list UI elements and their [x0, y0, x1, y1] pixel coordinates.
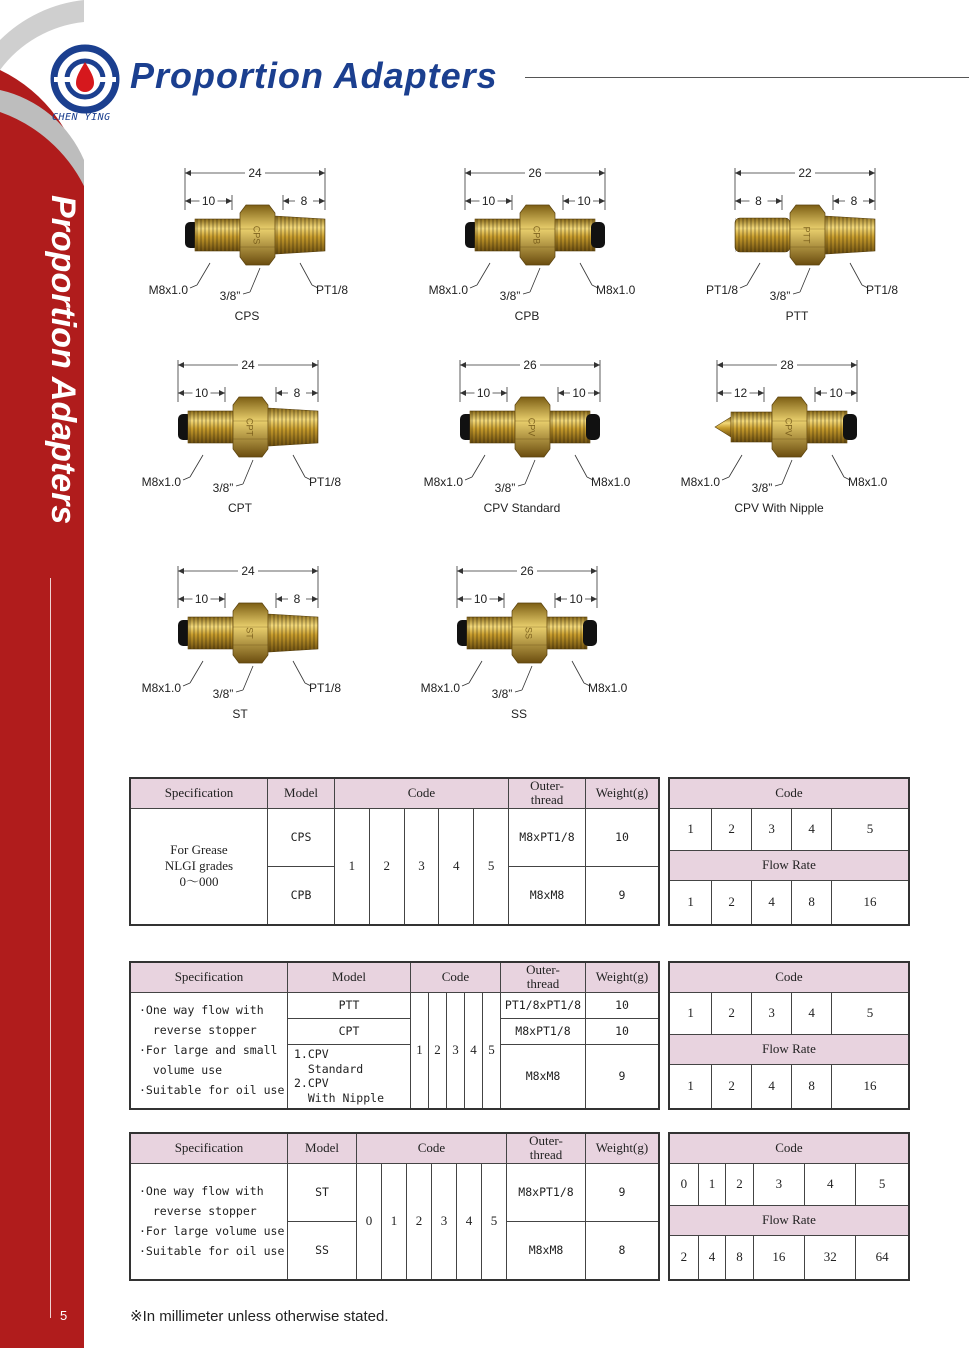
header-spec: Specification: [130, 962, 288, 992]
label-left-thread: M8x1.0: [141, 681, 181, 695]
footnote: ※In millimeter unless otherwise stated.: [130, 1308, 389, 1325]
spec-table-1: [129, 777, 660, 926]
flow-code-cell: 4: [805, 1163, 856, 1205]
flow-code-header: Code: [669, 1133, 909, 1163]
label-right-thread: PT1/8: [309, 681, 342, 695]
thread-cell: M8xPT1/8: [501, 1018, 586, 1044]
flow-code-header: Code: [669, 778, 909, 808]
code-cell: 1: [335, 808, 370, 925]
label-right-thread: PT1/8: [316, 283, 349, 297]
hex-stamp: ST: [244, 627, 255, 639]
spec-line: volume use: [139, 1063, 223, 1078]
hex-stamp: CPV: [526, 417, 537, 437]
header-model: Model: [288, 1133, 357, 1163]
dim-right: 8: [300, 194, 308, 208]
dim-total: 24: [241, 564, 255, 578]
spec-line: ·One way flow with: [139, 1003, 264, 1018]
product-name: CPV With Nipple: [734, 501, 824, 515]
header-weight: Weight(g): [586, 778, 660, 808]
product-ptt: [690, 160, 950, 335]
spec-line: ·Suitable for oil use: [139, 1083, 285, 1098]
dim-left: 10: [194, 386, 209, 400]
dim-total: 24: [241, 358, 255, 372]
label-left-thread: M8x1.0: [423, 475, 463, 489]
dim-left: 8: [755, 194, 762, 208]
product-name: CPT: [228, 501, 252, 515]
code-cell: 1: [382, 1163, 407, 1280]
weight-cell: 8: [586, 1221, 660, 1280]
label-hex: 3/8”: [499, 289, 521, 303]
model-cell: SS: [288, 1221, 357, 1280]
dim-total: 22: [798, 166, 812, 180]
dim-left: 10: [201, 194, 216, 208]
dim-total: 26: [520, 564, 534, 578]
spec-line: ·For large volume use: [139, 1224, 285, 1239]
flow-code-cell: 3: [752, 808, 792, 850]
product-cpv-with-nipple: [672, 352, 932, 527]
weight-cell: 9: [586, 1163, 660, 1221]
thread-cell: M8xM8: [509, 866, 586, 925]
header-outer-thread: Outer- thread: [501, 962, 586, 992]
header-model: Model: [268, 778, 335, 808]
flow-table-2: [668, 961, 910, 1110]
flow-code-header: Code: [669, 962, 909, 992]
header-spec: Specification: [130, 778, 268, 808]
flow-code-cell: 4: [792, 808, 832, 850]
dim-right: 10: [572, 386, 586, 400]
end-cap: [843, 414, 857, 440]
label-hex: 3/8”: [219, 289, 241, 303]
page-number: 5: [60, 1308, 68, 1323]
code-cell: 2: [369, 808, 404, 925]
code-cell: 2: [407, 1163, 432, 1280]
code-cell: 0: [357, 1163, 382, 1280]
flow-rate-cell: 4: [698, 1235, 725, 1280]
product-cpt: [133, 352, 393, 527]
weight-cell: 9: [586, 866, 660, 925]
spec-cell: [130, 1163, 288, 1280]
flow-rate-header: Flow Rate: [669, 1034, 909, 1064]
dim-right: 8: [293, 592, 301, 606]
code-cell: 3: [432, 1163, 457, 1280]
label-hex: 3/8”: [491, 687, 513, 701]
thread-cell: M8xM8: [507, 1221, 586, 1280]
header-weight: Weight(g): [586, 1133, 660, 1163]
dim-left: 10: [473, 592, 488, 606]
header-model: Model: [288, 962, 411, 992]
spec-line: reverse stopper: [139, 1023, 257, 1038]
company-logo-icon: [50, 44, 120, 114]
header-outer-thread: Outer- thread: [509, 778, 586, 808]
header-spec: Specification: [130, 1133, 288, 1163]
weight-cell: 10: [586, 808, 660, 866]
flow-rate-cell: 2: [669, 1235, 698, 1280]
product-name: PTT: [785, 309, 809, 323]
label-hex: 3/8”: [494, 481, 516, 495]
code-cell: 5: [474, 808, 509, 925]
model-cell: ST: [288, 1163, 357, 1221]
product-name: CPB: [514, 309, 540, 323]
code-cell: 5: [483, 992, 501, 1109]
header-outer-thread: Outer- thread: [507, 1133, 586, 1163]
weight-cell: 10: [586, 992, 660, 1018]
flow-rate-cell: 1: [669, 880, 712, 925]
end-cap: [591, 222, 605, 248]
product-cpv-standard: [415, 352, 675, 527]
model-cell: CPB: [268, 866, 335, 925]
code-cell: 1: [411, 992, 429, 1109]
product-ss: [412, 558, 672, 733]
code-cell: 3: [447, 992, 465, 1109]
page-title: Proportion Adapters: [130, 55, 498, 96]
dim-right: 8: [850, 194, 858, 208]
product-cpb: [420, 160, 680, 335]
spec-table-2: [129, 961, 660, 1110]
flow-table-1: [668, 777, 910, 926]
product-name: CPV Standard: [483, 501, 561, 515]
code-cell: 2: [429, 992, 447, 1109]
flow-code-cell: 1: [669, 808, 712, 850]
code-cell: 4: [457, 1163, 482, 1280]
spec-line: ·For large and small: [139, 1043, 278, 1058]
code-cell: 4: [439, 808, 474, 925]
code-cell: 4: [465, 992, 483, 1109]
label-right-thread: PT1/8: [309, 475, 342, 489]
dim-left: 10: [194, 592, 209, 606]
product-name: CPS: [234, 309, 260, 323]
label-hex: 3/8”: [212, 687, 234, 701]
product-st: [133, 558, 393, 733]
product-name: ST: [232, 707, 248, 721]
dim-right: 10: [829, 386, 843, 400]
label-hex: 3/8”: [751, 481, 773, 495]
dim-right: 10: [569, 592, 583, 606]
label-hex: 3/8”: [769, 289, 791, 303]
hex-stamp: CPS: [251, 225, 262, 245]
dim-total: 26: [528, 166, 542, 180]
header-code: Code: [411, 962, 501, 992]
flow-rate-cell: 32: [805, 1235, 856, 1280]
flow-code-cell: 5: [832, 992, 909, 1034]
thread-cell: M8xPT1/8: [509, 808, 586, 866]
label-left-thread: M8x1.0: [148, 283, 188, 297]
model-cell: 1.CPV Standard 2.CPV With Nipple: [288, 1044, 411, 1109]
flow-code-cell: 2: [712, 992, 752, 1034]
flow-code-cell: 0: [669, 1163, 698, 1205]
flow-rate-cell: 16: [832, 880, 909, 925]
label-left-thread: M8x1.0: [141, 475, 181, 489]
dim-total: 26: [523, 358, 537, 372]
thread-cell: M8xM8: [501, 1044, 586, 1109]
code-cell: 3: [404, 808, 439, 925]
flow-rate-header: Flow Rate: [669, 850, 909, 880]
flow-code-cell: 2: [726, 1163, 753, 1205]
label-right-thread: M8x1.0: [596, 283, 636, 297]
spec-line: ·Suitable for oil use: [139, 1244, 285, 1259]
label-left-thread: M8x1.0: [420, 681, 460, 695]
flow-rate-cell: 4: [752, 1064, 792, 1109]
flow-code-cell: 1: [698, 1163, 725, 1205]
label-right-thread: M8x1.0: [591, 475, 631, 489]
flow-rate-cell: 64: [856, 1235, 909, 1280]
flow-rate-cell: 16: [753, 1235, 804, 1280]
spec-cell: For Grease NLGI grades 0～000: [130, 808, 268, 925]
flow-code-cell: 3: [752, 992, 792, 1034]
brand-name: CHEN YING: [52, 112, 111, 123]
model-cell: CPT: [288, 1018, 411, 1044]
flow-code-cell: 4: [792, 992, 832, 1034]
side-title: Proportion Adapters: [44, 195, 82, 525]
flow-rate-cell: 16: [832, 1064, 909, 1109]
flow-table-3: [668, 1132, 910, 1281]
flow-rate-cell: 8: [792, 880, 832, 925]
end-cap: [583, 620, 597, 646]
label-right-thread: M8x1.0: [848, 475, 888, 489]
label-left-thread: M8x1.0: [680, 475, 720, 489]
spec-cell: [130, 992, 288, 1109]
dim-right: 10: [577, 194, 591, 208]
flow-rate-cell: 8: [726, 1235, 753, 1280]
flow-rate-cell: 1: [669, 1064, 712, 1109]
label-left-thread: M8x1.0: [428, 283, 468, 297]
flow-code-cell: 3: [753, 1163, 804, 1205]
flow-rate-cell: 2: [712, 880, 752, 925]
end-cap: [586, 414, 600, 440]
label-left-thread: PT1/8: [705, 283, 738, 297]
dim-left: 10: [476, 386, 491, 400]
product-cps: [140, 160, 400, 335]
weight-cell: 10: [586, 1018, 660, 1044]
code-cell: 5: [482, 1163, 507, 1280]
hex-stamp: SS: [523, 626, 534, 640]
dim-left: 12: [733, 386, 748, 400]
title-rule: [525, 77, 969, 78]
spec-line: ·One way flow with: [139, 1184, 264, 1199]
dim-right: 8: [293, 386, 301, 400]
flow-code-cell: 5: [856, 1163, 909, 1205]
flow-rate-cell: 2: [712, 1064, 752, 1109]
spec-line: reverse stopper: [139, 1204, 257, 1219]
header-weight: Weight(g): [586, 962, 660, 992]
product-name: SS: [510, 707, 528, 721]
header-code: Code: [335, 778, 509, 808]
flow-rate-cell: 8: [792, 1064, 832, 1109]
model-cell: CPS: [268, 808, 335, 866]
nipple-tip: [715, 417, 731, 437]
flow-rate-header: Flow Rate: [669, 1205, 909, 1235]
flow-code-cell: 1: [669, 992, 712, 1034]
flow-code-cell: 5: [832, 808, 909, 850]
thread-cell: PT1/8xPT1/8: [501, 992, 586, 1018]
spec-table-3: [129, 1132, 660, 1281]
thread-cell: M8xPT1/8: [507, 1163, 586, 1221]
hex-stamp: PTT: [801, 226, 812, 244]
dim-total: 28: [780, 358, 794, 372]
weight-cell: 9: [586, 1044, 660, 1109]
flow-code-cell: 2: [712, 808, 752, 850]
hex-stamp: CPV: [783, 417, 794, 437]
dim-total: 24: [248, 166, 262, 180]
header-code: Code: [357, 1133, 507, 1163]
model-cell: PTT: [288, 992, 411, 1018]
hex-stamp: CPT: [244, 418, 255, 436]
side-divider: [50, 578, 51, 1318]
label-hex: 3/8”: [212, 481, 234, 495]
label-right-thread: M8x1.0: [588, 681, 628, 695]
dim-left: 10: [481, 194, 496, 208]
label-right-thread: PT1/8: [866, 283, 899, 297]
flow-rate-cell: 4: [752, 880, 792, 925]
hex-stamp: CPB: [531, 225, 542, 245]
